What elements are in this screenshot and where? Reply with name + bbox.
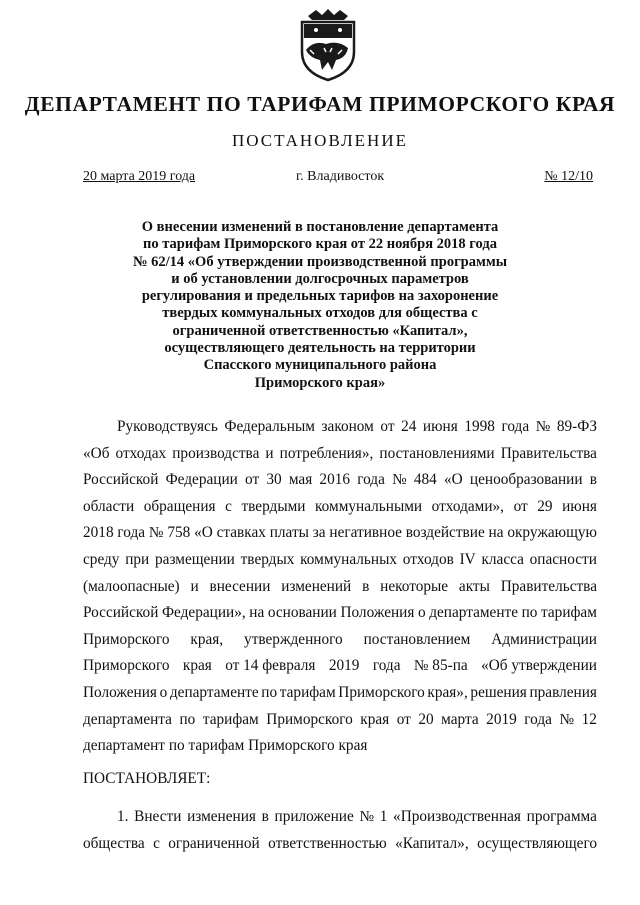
- word: о: [159, 683, 168, 701]
- word: «Об утверждении: [481, 657, 597, 675]
- word: коммунальными: [315, 497, 423, 515]
- word: 2019: [328, 657, 360, 675]
- word: опасности: [529, 550, 597, 568]
- word: приложение: [274, 808, 354, 825]
- word: и: [265, 444, 274, 462]
- word: от: [380, 418, 395, 435]
- word: 30: [266, 471, 282, 489]
- word: постановлением: [363, 630, 471, 648]
- word: класса: [481, 550, 524, 568]
- word: 1998: [464, 418, 495, 435]
- document-type: ПОСТАНОВЛЕНИЕ: [231, 131, 408, 150]
- word: от 14 февраля: [225, 657, 316, 675]
- word: обращения: [143, 497, 216, 515]
- word: Приморского: [338, 683, 425, 701]
- word: «О: [194, 524, 213, 542]
- word: Федерации: [165, 471, 238, 489]
- word: IV: [459, 550, 476, 568]
- word: основании: [267, 604, 337, 622]
- word: 20: [418, 710, 434, 728]
- resolves-label: ПОСТАНОВЛЯЕТ:: [83, 770, 211, 787]
- word: 89-ФЗ: [556, 418, 597, 435]
- word: в: [362, 577, 370, 595]
- heading-line: О внесении изменений в постановление департамента: [141, 219, 499, 235]
- text-line: [83, 707, 597, 734]
- word: внесении: [209, 577, 271, 595]
- word: производства: [172, 444, 260, 462]
- word: Правительства: [500, 444, 597, 462]
- word: постановлениями: [379, 444, 495, 462]
- word: Руководствуясь: [117, 418, 218, 435]
- word: 2016: [319, 471, 351, 489]
- word: №: [559, 710, 575, 728]
- word: года: [117, 524, 146, 542]
- word: утвержденного: [244, 630, 343, 648]
- word: департаменте: [169, 683, 259, 701]
- word: Правительства: [500, 577, 597, 595]
- word: года: [357, 471, 385, 489]
- text-line: [83, 831, 597, 858]
- word: (малоопасные): [83, 577, 180, 595]
- word: ответственностью: [268, 834, 387, 852]
- word: года: [524, 710, 552, 728]
- word: и: [190, 577, 199, 595]
- word: Российской: [83, 604, 159, 622]
- word: Приморского: [83, 657, 170, 675]
- text-line: [83, 441, 597, 468]
- word: края: [182, 657, 212, 675]
- text-line: [83, 574, 597, 601]
- word: области: [83, 497, 135, 515]
- word: «Капитал»,: [395, 834, 469, 852]
- word: Приморского: [266, 710, 353, 728]
- word: края»,: [427, 683, 468, 701]
- heading-line: осуществляющего деятельность на территории: [164, 340, 476, 357]
- word: ограниченной: [168, 834, 260, 852]
- document-heading: [80, 219, 560, 392]
- heading-line: регулирования и предельных тарифов на захоронение: [141, 288, 499, 305]
- word: решения: [470, 683, 527, 701]
- word: тарифам: [279, 683, 336, 701]
- document-date: 20 марта 2019 года: [83, 169, 196, 184]
- word: законом: [321, 418, 374, 435]
- word: акты: [458, 577, 490, 595]
- text-line: [83, 600, 597, 627]
- word: «Производственная: [393, 808, 521, 825]
- word: с: [153, 834, 160, 852]
- word: отходах: [115, 444, 167, 462]
- word: мая: [288, 471, 313, 489]
- heading-line: Спасского муниципального района: [203, 357, 437, 374]
- word: потребления»,: [279, 444, 374, 462]
- word: изменения: [187, 808, 256, 825]
- word: по: [261, 683, 278, 701]
- word: №: [535, 418, 551, 435]
- word: края,: [190, 630, 224, 648]
- text-line: [83, 547, 597, 574]
- word: программа: [526, 808, 597, 825]
- word: 12: [581, 710, 597, 728]
- coat-of-arms-icon: [296, 6, 360, 82]
- word: воздействие: [405, 524, 485, 542]
- word: отходами»,: [431, 497, 504, 515]
- text-line: [83, 467, 597, 494]
- word: 758: [167, 524, 191, 542]
- text-line: [83, 520, 597, 547]
- text-line: [83, 494, 597, 521]
- word: платы: [269, 524, 309, 542]
- word: в: [261, 808, 269, 825]
- word: при: [125, 550, 150, 568]
- word: Положения: [340, 604, 415, 622]
- word: от: [513, 497, 528, 515]
- word: ставках: [216, 524, 266, 542]
- preamble-paragraph: [83, 414, 597, 760]
- word: 484: [413, 471, 437, 489]
- word: размещении: [155, 550, 235, 568]
- word: № 85-па: [413, 657, 468, 675]
- word: №: [148, 524, 164, 542]
- word: от: [245, 471, 260, 489]
- word: ценообразовании: [469, 471, 583, 489]
- word: 2018: [83, 524, 114, 542]
- word: по: [179, 710, 196, 728]
- heading-line: и об установлении долгосрочных параметров: [171, 270, 469, 287]
- word: «О: [444, 471, 463, 489]
- word: на: [488, 524, 504, 542]
- word: марта: [441, 710, 479, 728]
- word: Федеральным: [224, 418, 315, 435]
- word: Внести: [134, 808, 182, 825]
- heading-line: Приморского края»: [254, 374, 386, 391]
- word: «Об: [83, 444, 110, 462]
- word: некоторые: [380, 577, 449, 595]
- word: твердыми: [241, 497, 306, 515]
- item-1-paragraph: [83, 804, 597, 857]
- word: в: [589, 471, 597, 489]
- word: осуществляющего: [477, 834, 597, 852]
- word: отходов: [402, 550, 454, 568]
- heading-line: по тарифам Приморского края от 22 ноября 2018 года: [143, 236, 497, 253]
- word: о: [417, 604, 426, 622]
- word: тарифам: [541, 604, 597, 622]
- department-title: ДЕПАРТАМЕНТ ПО ТАРИФАМ ПРИМОРСКОГО КРАЯ: [24, 92, 616, 116]
- heading-line: ограниченной ответственностью «Капитал»,: [172, 322, 468, 339]
- word: №: [359, 808, 375, 825]
- word: 29: [537, 497, 553, 515]
- word: 1: [379, 808, 388, 825]
- text-line: [83, 733, 597, 760]
- document-city: г. Владивосток: [296, 169, 385, 184]
- word: по: [521, 604, 538, 622]
- word: Положения: [83, 683, 157, 701]
- word: Федерации»,: [161, 604, 246, 622]
- text-line: [83, 653, 597, 680]
- word: негативное: [329, 524, 402, 542]
- word: 2019: [486, 710, 517, 728]
- word: с: [225, 497, 232, 515]
- word: июня: [562, 497, 597, 515]
- word: на: [249, 604, 265, 622]
- word: июня: [422, 418, 458, 435]
- document-number: № 12/10: [544, 169, 593, 184]
- word: изменений: [281, 577, 352, 595]
- word: департамента: [83, 710, 172, 728]
- word: года: [372, 657, 401, 675]
- word: твердых: [240, 550, 295, 568]
- word: департамент по тарифам Приморского края: [83, 737, 368, 755]
- text-line: [83, 627, 597, 654]
- word: Российской: [83, 471, 159, 489]
- word: правления: [529, 683, 597, 701]
- word: тарифам: [202, 710, 259, 728]
- word: среду: [83, 550, 120, 568]
- word: окружающую: [507, 524, 597, 542]
- text-line: [83, 680, 597, 707]
- text-line: [83, 414, 597, 441]
- heading-line: твердых коммунальных отходов для общества с: [162, 305, 478, 322]
- word: 1.: [117, 808, 129, 825]
- word: года: [501, 418, 530, 435]
- word: коммунальных: [300, 550, 397, 568]
- word: общества: [83, 834, 145, 852]
- word: за: [312, 524, 326, 542]
- word: №: [392, 471, 407, 489]
- text-line: [83, 804, 597, 831]
- word: края: [360, 710, 390, 728]
- heading-line: № 62/14 «Об утверждении производственной программы: [132, 253, 508, 270]
- word: департаменте: [429, 604, 519, 622]
- word: 24: [401, 418, 417, 435]
- word: Приморского: [83, 630, 170, 648]
- word: Администрации: [491, 630, 597, 648]
- word: от: [396, 710, 411, 728]
